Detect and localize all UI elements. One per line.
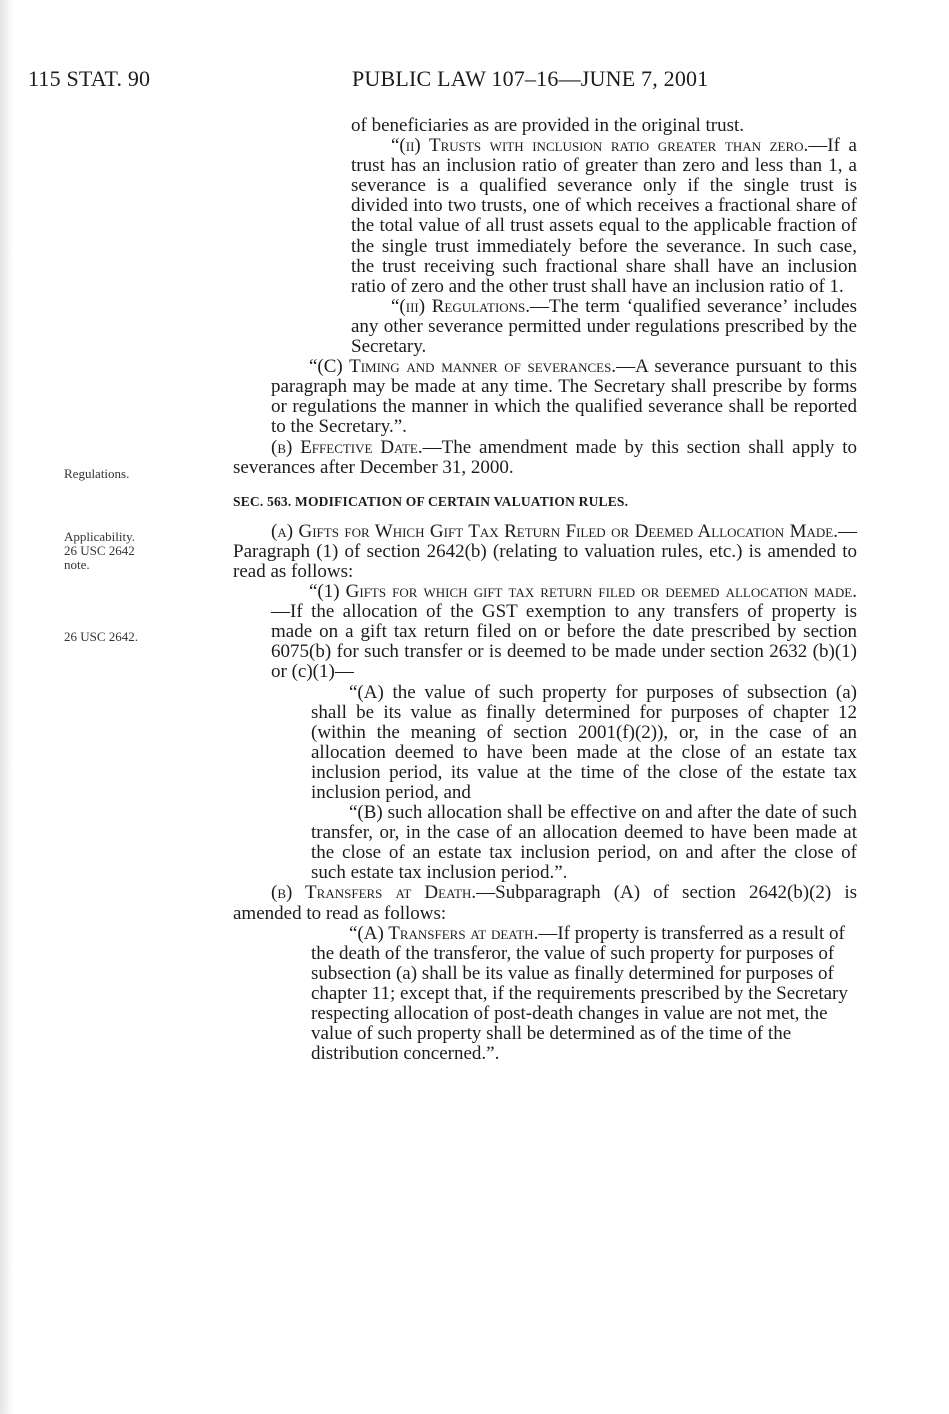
section-heading: SEC. 563. MODIFICATION OF CERTAIN VALUATION RULES. xyxy=(233,493,629,509)
paragraph-heading: “(C) Timing and manner of severances. xyxy=(309,356,617,378)
paragraph-heading: “(A) Transfers at death. xyxy=(349,922,539,944)
paragraph: of beneficiaries as are provided in the original trust. xyxy=(351,115,745,136)
paragraph: “(C) Timing and manner of severances.—A severance pursuant to this paragraph may be made at any time. The Secretary shall prescribe by forms or regulations the manner in which the qualified severance shall be reported to the Secretary.”. xyxy=(271,356,857,438)
paragraph-heading: (b) Effective Date. xyxy=(271,436,423,458)
paragraph: “(B) such allocation shall be effective on and after the date of such transfer, or, in the case of an allocation deemed to have been made at the close of an estate tax inclusion period, on and after the close of such estate tax inclusion period.”. xyxy=(311,802,857,884)
paragraph-heading: “(ii) Trusts with inclusion ratio greater than zero. xyxy=(391,135,809,157)
paragraph: (b) Transfers at Death.—Subparagraph (A) of section 2642(b)(2) is amended to read as follows: xyxy=(233,882,857,924)
paragraph: “(A) Transfers at death.—If property is transferred as a result of the death of the transferor, the value of such property for purposes of subsection (a) shall be its value as finally determined for purposes of chapter 11; except that, if the requirements prescribed by the Secretary respecting allocation of post-death changes in value are not met, the value of such property shall be determined as of the time of the distribution concerned.”. xyxy=(311,922,848,1065)
paragraph: (b) Effective Date.—The amendment made by this section shall apply to severances after December 31, 2000. xyxy=(233,436,858,478)
paragraph: “(1) Gifts for which gift tax return filed or deemed allocation made.—If the allocation of the GST exemption to any transfers of property is made on a gift tax return filed on or before the date prescribed by section 6075(b) for such transfer or is deemed to be made under section 2632 (b)(1) or (c)(1)— xyxy=(271,581,857,683)
page-edge-shadow xyxy=(0,0,14,1414)
margin-note-regulations: Regulations. xyxy=(64,466,130,481)
paragraph: “(iii) Regulations.—The term ‘qualified severance’ includes any other severance permitted under regulations prescribed by the Secretary. xyxy=(351,295,857,358)
paragraph-heading: (b) Transfers at Death. xyxy=(271,882,477,904)
paragraph-heading: (a) Gifts for Which Gift Tax Return Filed or Deemed Allocation Made. xyxy=(271,520,838,542)
paragraph: “(A) the value of such property for purposes of subsection (a) shall be its value as finally determined for purposes of chapter 12 (within the meaning of section 2001(f)(2)), or, in the case of an allocation deemed to have been made at the close of an estate tax inclusion period, its value at the time of the close of the estate tax inclusion period, and xyxy=(311,681,857,803)
margin-note-usc: 26 USC 2642. xyxy=(64,629,139,644)
margin-note-applicability xyxy=(64,530,135,572)
paragraph: (a) Gifts for Which Gift Tax Return Filed or Deemed Allocation Made.—Paragraph (1) of section 2642(b) (relating to valuation rules, etc.) is amended to read as follows: xyxy=(233,520,857,582)
document-body xyxy=(233,116,857,1064)
margin-note-line: 26 USC 2642 xyxy=(64,543,135,558)
paragraph-heading: “(1) Gifts for which gift tax return filed or deemed allocation made. xyxy=(309,581,857,603)
paragraph-heading: “(iii) Regulations. xyxy=(391,295,531,317)
paragraph: “(ii) Trusts with inclusion ratio greater than zero.—If a trust has an inclusion ratio of greater than zero and less than 1, a severance is a qualified severance only if the single trust is divided into two trusts, one of which receives a fractional share of the total value of all trust assets equal to the applicable fraction of the single trust immediately before the severance. In such case, the trust receiving such fractional share shall have an inclusion ratio of zero and the other trust shall have an inclusion ratio of 1. xyxy=(351,135,857,297)
page-number: 115 STAT. 90 xyxy=(28,66,151,91)
margin-note-line: note. xyxy=(64,557,90,572)
margin-note-line: Applicability. xyxy=(64,529,136,544)
running-header: PUBLIC LAW 107–16—JUNE 7, 2001 xyxy=(352,66,709,91)
